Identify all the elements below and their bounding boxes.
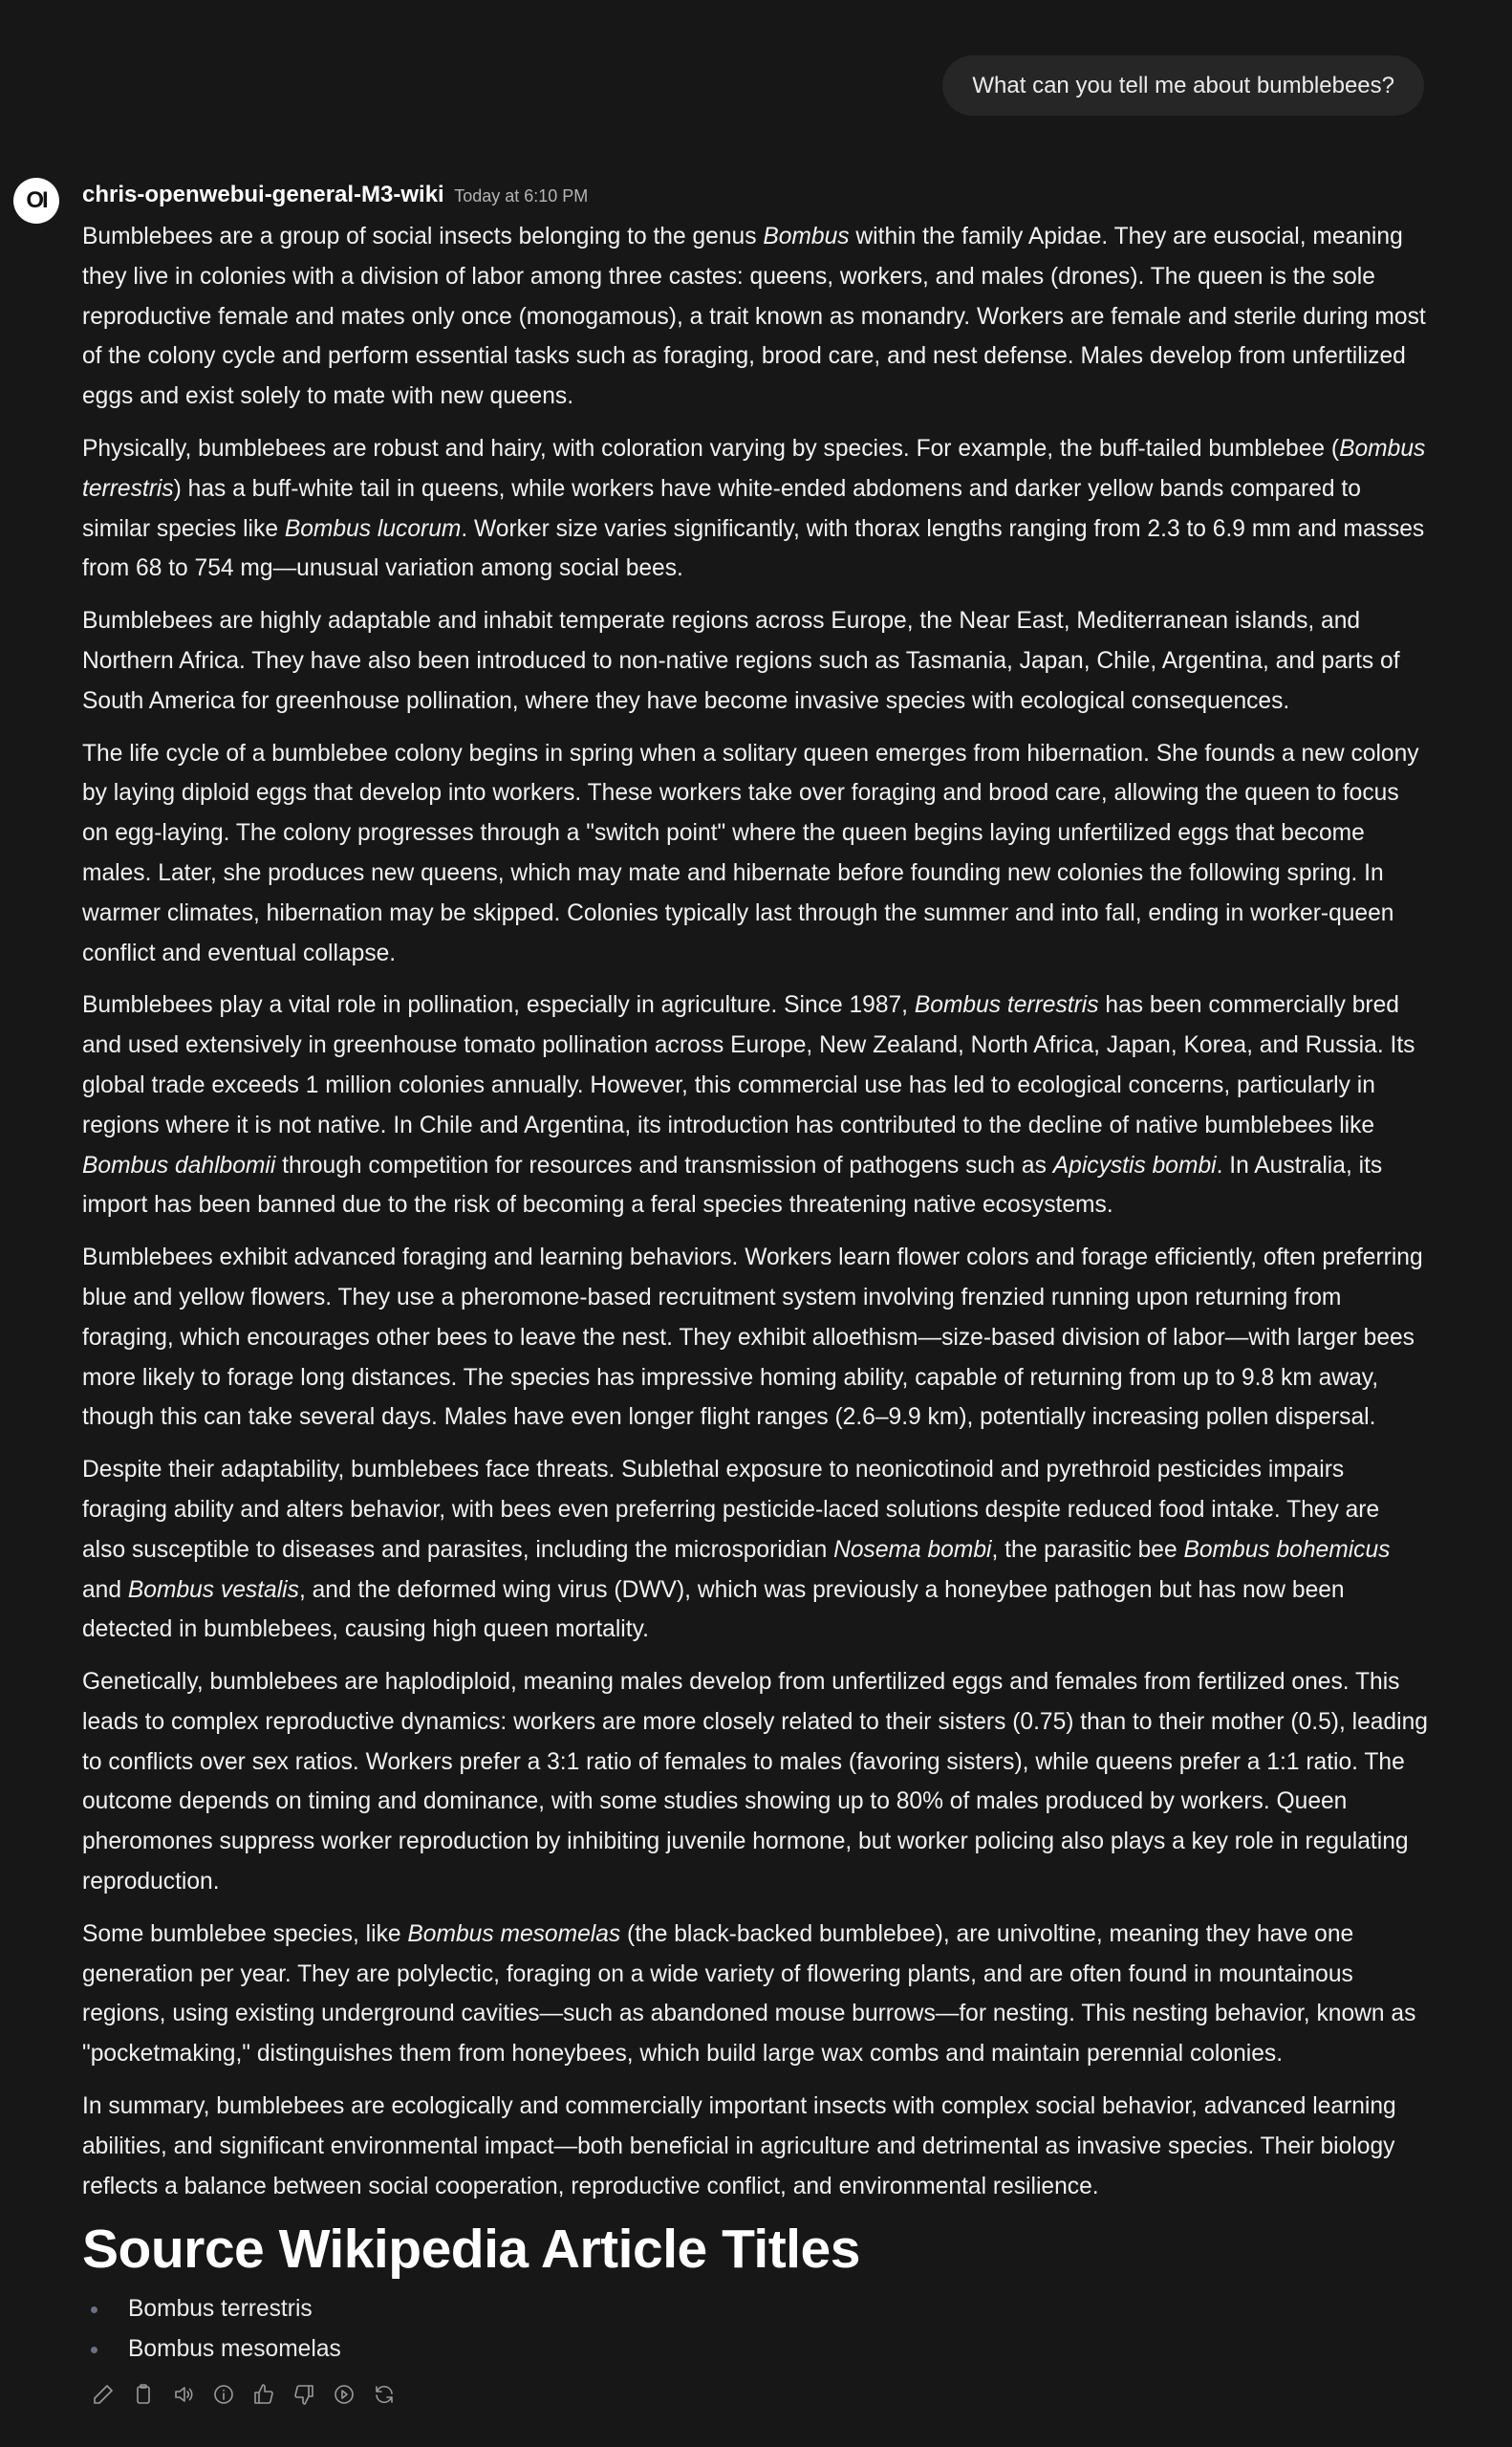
paragraph-text: within the family Apidae. They are eusocial, meaning they live in colonies with a division of labor among three castes: queens, workers, and males (drones). The queen is the sole reproductive female and mates only once (monogamous), a trait known as monandry. Workers are female and sterile during most of the colony cycle and perform essential tasks such as foraging, brood care, and nest defense. Males develop from unfertilized eggs and exist solely to mate with new queens. xyxy=(82,224,1426,410)
thumbs-up-button[interactable] xyxy=(250,2381,277,2408)
paragraph-text: Some bumblebee species, like xyxy=(82,1920,408,1947)
regenerate-icon xyxy=(373,2383,396,2406)
paragraph-text: (the black-backed bumblebee), are univoltine, meaning they have one generation per year. They are polylectic, foraging on a wide variety of flowering plants, and are often found in mountainous regions, using existing underground cavities—such as abandoned mouse burrows—for nesting. This nesting behavior, known as "pocketmaking," distinguishes them from honeybees, which build large wax combs and maintain perennial colonies. xyxy=(82,1920,1416,2068)
paragraph-text: In summary, bumblebees are ecologically and commercially important insects with complex social behavior, advanced learning abilities, and significant environmental impact—both beneficial in agriculture and detrimental as invasive species. Their biology reflects a balance between social cooperation, reproductive conflict, and environmental resilience. xyxy=(82,2093,1396,2199)
model-name: chris-openwebui-general-M3-wiki xyxy=(82,182,444,207)
copy-button[interactable] xyxy=(130,2381,157,2408)
paragraph-text: , and the deformed wing virus (DWV), which was previously a honeybee pathogen but has now been detected in bumblebees, causing high queen mortality. xyxy=(82,1576,1345,1643)
message-paragraph xyxy=(82,1450,1428,1650)
continue-button[interactable] xyxy=(331,2381,357,2408)
paragraph-text: . In Australia, its import has been banned due to the risk of becoming a feral species threatening native ecosystems. xyxy=(82,1152,1383,1219)
message-paragraph xyxy=(82,734,1428,974)
paragraph-text: The life cycle of a bumblebee colony begins in spring when a solitary queen emerges from hibernation. She founds a new colony by laying diploid eggs that develop into workers. These workers take over foraging and brood care, allowing the queen to focus on egg-laying. The colony progresses through a "switch point" where the queen begins laying unfertilized eggs that become males. Later, she produces new queens, which may mate and hibernate before founding new colonies the following spring. In warmer climates, hibernation may be skipped. Colonies typically last through the summer and into fall, ending in worker-queen conflict and eventual collapse. xyxy=(82,740,1419,966)
thumbs-up-icon xyxy=(252,2383,275,2406)
paragraph-text: has been commercially bred and used extensively in greenhouse tomato pollination across Europe, New Zealand, North Africa, Japan, Korea, and Russia. Its global trade exceeds 1 million colonies annually. However, this commercial use has led to ecological concerns, particularly in regions where it is not native. In Chile and Argentina, its introduction has contributed to the decline of native bumblebees like xyxy=(82,992,1415,1138)
paragraph-text: Genetically, bumblebees are haplodiploid, meaning males develop from unfertilized eggs and females from fertilized ones. This leads to complex reproductive dynamics: workers are more closely related to their sisters (0.75) than to their mother (0.5), leading to conflicts over sex ratios. Workers prefer a 3:1 ratio of females to males (favoring sisters), while queens prefer a 1:1 ratio. The outcome depends on timing and dominance, with some studies showing up to 80% of males produced by workers. Queen pheromones suppress worker reproduction by inhibiting juvenile hormone, but worker policing also plays a key role in regulating reproduction. xyxy=(82,1669,1428,1895)
message-paragraph xyxy=(82,217,1428,417)
assistant-message-content xyxy=(82,217,1428,2408)
italic-species-name: Bombus xyxy=(763,224,850,249)
user-message-bubble: What can you tell me about bumblebees? xyxy=(942,55,1424,116)
italic-species-name: Bombus mesomelas xyxy=(407,1920,621,1947)
info-button[interactable] xyxy=(210,2381,237,2408)
read-aloud-button[interactable] xyxy=(170,2381,197,2408)
message-paragraph xyxy=(82,985,1428,1225)
info-icon xyxy=(212,2383,235,2406)
message-timestamp: Today at 6:10 PM xyxy=(454,186,589,206)
thumbs-down-button[interactable] xyxy=(291,2381,317,2408)
paragraph-text: Bumblebees are highly adaptable and inhabit temperate regions across Europe, the Near East, Mediterranean islands, and Northern Africa. They have also been introduced to non-native regions such as Tasmania, Japan, Chile, Argentina, and parts of South America for greenhouse pollination, where they have become invasive species with ecological consequences. xyxy=(82,608,1400,714)
message-header xyxy=(82,182,588,208)
message-paragraph xyxy=(82,429,1428,589)
paragraph-text: Bumblebees exhibit advanced foraging and learning behaviors. Workers learn flower colors and forage efficiently, often preferring blue and yellow flowers. They use a pheromone-based recruitment system involving frenzied running upon returning from foraging, which encourages other bees to leave the nest. They exhibit alloethism—size-based division of labor—with larger bees more likely to forage long distances. The species has impressive homing ability, capable of returning from up to 9.8 km away, though this can take several days. Males have even longer flight ranges (2.6–9.9 km), potentially increasing pollen dispersal. xyxy=(82,1245,1423,1431)
sources-list xyxy=(82,2289,1428,2370)
read-aloud-icon xyxy=(172,2383,195,2406)
paragraph-text: through competition for resources and transmission of pathogens such as xyxy=(275,1152,1053,1179)
paragraph-text: Bumblebees play a vital role in pollination, especially in agriculture. Since 1987, xyxy=(82,992,915,1019)
paragraph-text: . Worker size varies significantly, with thorax lengths ranging from 2.3 to 6.9 mm and masses from 68 to 754 mg—unusual variation among social bees. xyxy=(82,515,1425,582)
edit-button[interactable] xyxy=(90,2381,117,2408)
source-item: Bombus terrestris xyxy=(82,2289,1428,2329)
paragraph-text: Physically, bumblebees are robust and hairy, with coloration varying by species. For example, the buff-tailed bumblebee ( xyxy=(82,435,1340,462)
italic-species-name: Apicystis bombi xyxy=(1052,1152,1217,1179)
message-paragraphs xyxy=(82,217,1428,2206)
italic-species-name: Bombus lucorum xyxy=(284,515,462,542)
edit-icon xyxy=(92,2383,115,2406)
italic-species-name: Bombus terrestris xyxy=(82,435,1426,502)
model-avatar: OI xyxy=(13,178,59,224)
paragraph-text: and xyxy=(82,1576,128,1603)
message-actions xyxy=(90,2381,1428,2408)
continue-icon xyxy=(333,2383,356,2406)
message-paragraph xyxy=(82,601,1428,721)
italic-species-name: Bombus dahlbomii xyxy=(82,1152,276,1179)
message-paragraph xyxy=(82,1915,1428,2074)
paragraph-text: , the parasitic bee xyxy=(991,1536,1184,1563)
paragraph-text: ) has a buff-white tail in queens, while workers have white-ended abdomens and darker yellow bands compared to similar species like xyxy=(82,475,1361,542)
paragraph-text: Bumblebees are a group of social insects belonging to the genus xyxy=(82,224,764,249)
italic-species-name: Bombus terrestris xyxy=(914,992,1099,1019)
paragraph-text: Despite their adaptability, bumblebees face threats. Sublethal exposure to neonicotinoid and pyrethroid pesticides impairs foraging ability and alters behavior, with bees even preferring pesticide-laced solutions despite reduced food intake. They are also susceptible to diseases and parasites, including the microsporidian xyxy=(82,1457,1380,1563)
copy-icon xyxy=(132,2383,155,2406)
italic-species-name: Nosema bombi xyxy=(833,1536,992,1563)
source-item: Bombus mesomelas xyxy=(82,2329,1428,2370)
sources-heading: Source Wikipedia Article Titles xyxy=(82,2219,860,2281)
message-paragraph xyxy=(82,2087,1428,2206)
message-paragraph xyxy=(82,1662,1428,1902)
message-paragraph xyxy=(82,1238,1428,1438)
thumbs-down-icon xyxy=(292,2383,315,2406)
regenerate-button[interactable] xyxy=(371,2381,398,2408)
italic-species-name: Bombus vestalis xyxy=(127,1576,299,1603)
italic-species-name: Bombus bohemicus xyxy=(1183,1536,1391,1563)
